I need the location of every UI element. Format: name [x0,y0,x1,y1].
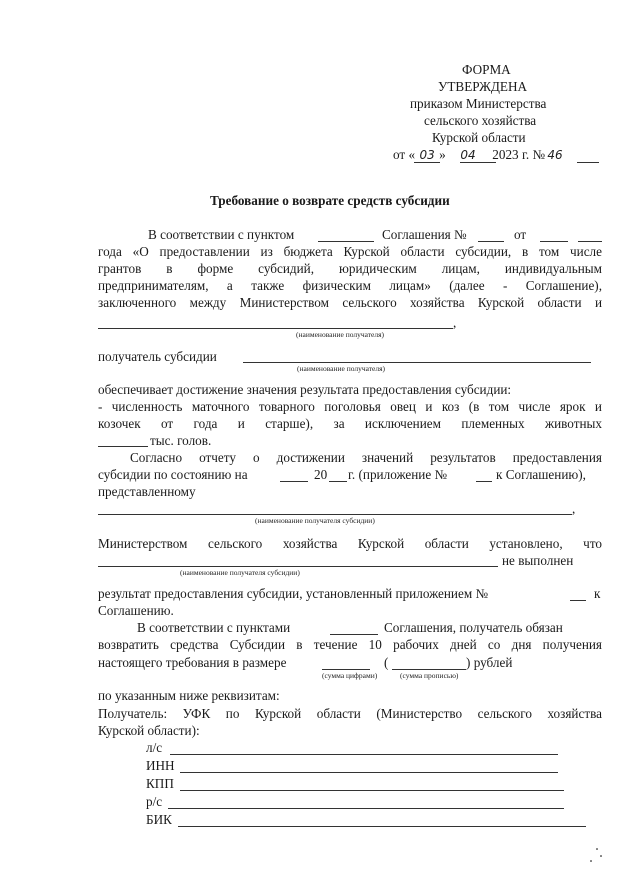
sum-digits-blank [322,669,370,670]
header-date-line [393,147,565,163]
para2-line1: обеспечивает достижение значения результата предоставления субсидии: [98,382,512,397]
para5-line3a: настоящего требования в размере [98,655,287,670]
scan-speck [600,855,602,857]
para5-line1b: Соглашения, получатель обязан [384,620,563,635]
para2-line3: козочек от года и старше), за исключением племенных животных [98,416,602,431]
header-region: Курской области [432,130,526,145]
para3-line2b: 20 [314,467,328,482]
report-day-blank [280,481,308,482]
para1-point-blank [318,241,374,242]
document-title: Требование о возврате средств субсидии [210,193,450,208]
date-prefix: от « [393,147,416,162]
recipient-label: получатель субсидии [98,349,217,364]
para1-line2: года «О предоставлении из бюджета Курской области субсидии, в том числе [98,244,602,259]
para4-line2-end: не выполнен [502,553,574,568]
header-approved: УТВЕРЖДЕНА [438,79,528,94]
report-year-blank [329,481,347,482]
para1-date-blank1 [540,241,568,242]
para1-line5: заключенного между Министерством сельского хозяйства Курской области и [98,295,602,310]
date-month: 04 [460,148,476,162]
field-inn-blank [180,772,558,773]
requisites-intro: по указанным ниже реквизитам: [98,688,280,703]
report-recipient-blank [98,514,572,515]
field-kpp-blank [180,790,564,791]
para5-line2: возвратить средства Субсидии в течение 10 рабочих дней со дня получения [98,637,602,652]
para3-line2d: к Соглашению), [496,467,586,482]
para1-line1a: В соответствии с пунктом [148,227,295,242]
date-day: 03 [419,148,435,162]
caption-recipient-subsidy-1: (наименование получателя субсидии) [255,516,375,525]
para4-line4: Соглашению. [98,603,174,618]
header-ministry: сельского хозяйства [424,113,537,128]
field-ls-blank [170,754,558,755]
para1-line1c: от [514,227,527,242]
payee-line2: Курской области): [98,723,200,738]
contractor-blank [98,328,453,329]
caption-recipient-subsidy-2: (наименование получателя субсидии) [180,568,300,577]
recipient-blank [243,362,591,363]
order-number-underline [577,162,599,163]
para3-line4-comma: , [572,501,576,516]
annex-number-blank-1 [476,481,492,482]
field-rs-label: р/с [146,794,163,809]
scan-speck [590,860,592,862]
para1-line1b: Соглашения № [382,227,467,242]
para3-line3: представленному [98,484,196,499]
payee-line1: Получатель: УФК по Курской области (Министерство сельского хозяйства [98,706,602,721]
field-bik-blank [178,826,586,827]
noncompliant-recipient-blank [98,566,498,567]
para1-line4: предпринимателям, а также физическим лицам» (далее - Соглашение), [98,278,602,293]
order-number: 46 [547,148,563,162]
date-year: 2023 [492,147,519,162]
caption-recipient-name-2: (наименование получателя) [297,364,386,373]
sum-words-blank [392,669,466,670]
scan-speck [596,848,598,850]
caption-sum-digits: (сумма цифрами) [322,671,378,680]
livestock-count-blank [98,446,148,447]
para1-line3: грантов в форме субсидий, юридическим лицам, индивидуальным [98,261,602,276]
points-blank [330,634,378,635]
field-kpp-label: КПП [146,776,174,791]
para3-line2c: г. (приложение № [348,467,448,482]
date-year-suffix: г. № [521,147,546,162]
field-ls-label: л/с [146,740,163,755]
header-order: приказом Министерства [410,96,547,111]
para1-date-blank2 [578,241,602,242]
date-day-underline [414,162,440,163]
header-forma: ФОРМА [462,62,511,77]
para3-line1: Согласно отчету о достижении значений результатов предоставления [130,450,602,465]
para5-line3b: ( [384,655,389,670]
para4-line3-end: к [594,586,601,601]
para1-number-blank [478,241,504,242]
field-bik-label: БИК [146,812,172,827]
para2-line4: тыс. голов. [150,433,212,448]
field-rs-blank [168,808,564,809]
annex-number-blank-2 [570,600,586,601]
para4-line3: результат предоставления субсидии, установленный приложением № [98,586,489,601]
para5-line3c: ) рублей [466,655,513,670]
para5-line1a: В соответствии с пунктами [137,620,291,635]
date-month-underline [460,162,496,163]
para2-line2: - численность маточного товарного поголовья овец и коз (в том числе ярок и [98,399,602,414]
date-day-close: » [439,147,446,162]
para4-line1: Министерством сельского хозяйства Курской области установлено, что [98,536,602,551]
para3-line2a: субсидии по состоянию на [98,467,248,482]
para1-line6-comma: , [453,315,457,330]
field-inn-label: ИНН [146,758,175,773]
caption-sum-words: (сумма прописью) [400,671,459,680]
caption-recipient-name-1: (наименование получателя) [296,330,385,339]
